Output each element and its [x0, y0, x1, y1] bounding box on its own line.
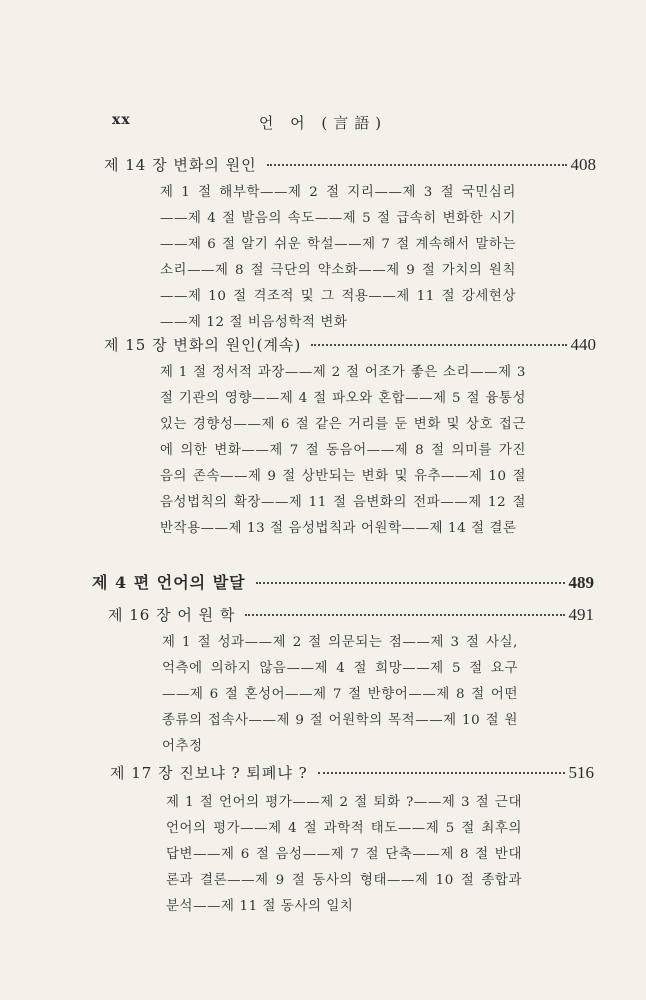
section-list-chapter-17: 제 1 절 언어의 평가——제 2 절 퇴화 ?——제 3 절 근대 언어의 평가——제 4 절 과학적 태도——제 5 절 최후의 답변——제 6 절 음성——제 7 절 단축——제 8 절 반대론과 결론——제 9 절 동사의 형태——제 10 절 종합과 분석——제 11 절 동사의 일치 — [166, 795, 522, 914]
chapter-page-number: 516 — [568, 763, 594, 782]
chapter-page-number: 408 — [570, 155, 596, 174]
section-list-chapter-16: 제 1 절 성과——제 2 절 의문되는 점——제 3 절 사실, 억측에 의하지 않음——제 4 절 희망——제 5 절 요구——제 6 절 혼성어——제 7 절 반향어——제 8 절 어떤 종류의 접속사——제 9 절 어원학의 목적——제 10 절 원어추정 — [162, 635, 518, 754]
chapter-page-number: 491 — [568, 605, 594, 624]
section-list-chapter-15: 제 1 절 정서적 과장——제 2 절 어조가 좋은 소리——제 3 절 기관의 영향——제 4 절 파오와 혼합——제 5 절 융통성 있는 경향성——제 6 절 같은 거리를 둔 변화 및 상호 접근에 의한 변화——제 7 절 동음어——제 8 절 의미를 가진 음의 존속——제 9 절 상반되는 변화 및 유추——제 10 절 음성법칙의 확장——제 11 절 음변화의 전파——제 12 절 반작용——제 13 절 음성법칙과 어원학——제 14 절 결론 — [160, 365, 526, 536]
dot-leader — [318, 772, 565, 774]
part-page-number: 489 — [568, 573, 594, 592]
dot-leader — [256, 582, 565, 584]
running-head — [0, 112, 646, 134]
chapter-title: 제 17 장 진보냐 ? 퇴폐냐 ? — [110, 764, 308, 782]
dot-leader — [311, 344, 566, 346]
chapter-title: 제 16 장 어 원 학 — [108, 606, 236, 624]
part-title: 제 4 편 언어의 발달 — [92, 573, 246, 592]
toc-entry-chapter-16 — [108, 604, 594, 625]
chapter-title: 제 14 장 변화의 원인 — [104, 156, 257, 174]
toc-entry-part-4 — [92, 570, 594, 593]
book-title: 언 어 (言語) — [258, 114, 388, 132]
dot-leader — [245, 614, 564, 616]
page-number: xx — [112, 112, 131, 128]
dot-leader — [267, 164, 567, 166]
chapter-page-number: 440 — [570, 335, 596, 354]
section-list-chapter-14: 제 1 절 해부학——제 2 절 지리——제 3 절 국민심리——제 4 절 발음의 속도——제 5 절 급속히 변화한 시기——제 6 절 알기 쉬운 학설——제 7 절 계속해서 말하는 소리——제 8 절 극단의 약소화——제 9 절 가치의 원칙——제 10 절 격조적 및 그 적용——제 11 절 강세현상——제 12 절 비음성학적 변화 — [160, 185, 516, 330]
toc-entry-chapter-17 — [110, 762, 594, 783]
toc-entry-chapter-15 — [104, 334, 596, 355]
chapter-title: 제 15 장 변화의 원인(계속) — [104, 336, 302, 354]
toc-entry-chapter-14 — [104, 154, 596, 175]
